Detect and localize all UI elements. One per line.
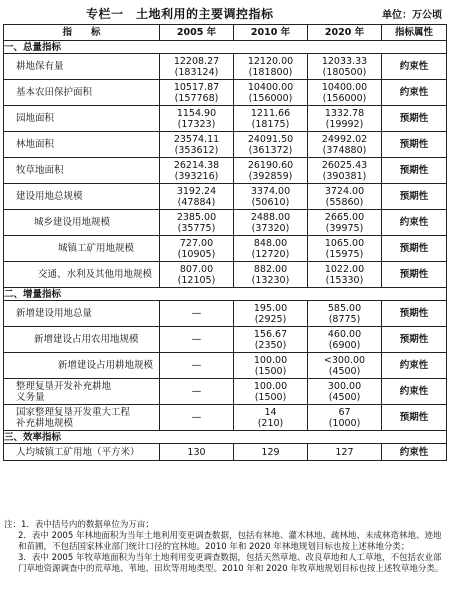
table-row — [4, 301, 447, 327]
row-name: 人均城镇工矿用地（平方米） — [4, 444, 160, 461]
table-row — [4, 158, 447, 184]
cell-attribute: 约束性 — [382, 54, 447, 80]
cell-attribute: 预期性 — [382, 262, 447, 288]
cell-2005: — — [160, 379, 234, 405]
cell-2005: — — [160, 405, 234, 431]
cell-attribute: 预期性 — [382, 405, 447, 431]
table-row — [4, 80, 447, 106]
title-row — [0, 4, 450, 22]
section-row — [4, 288, 447, 301]
col-header-2020: 2020 年 — [308, 25, 382, 41]
header-row — [4, 25, 447, 41]
cell-2020: <300.00 (4500) — [308, 353, 382, 379]
cell-2005: 10517.87 (157768) — [160, 80, 234, 106]
indicator-table — [3, 24, 447, 461]
cell-attribute: 约束性 — [382, 80, 447, 106]
row-name: 新增建设用地总量 — [4, 301, 160, 327]
row-name: 园地面积 — [4, 106, 160, 132]
cell-2020: 24992.02 (374880) — [308, 132, 382, 158]
table-row — [4, 444, 447, 461]
cell-2005: 26214.38 (393216) — [160, 158, 234, 184]
table-row — [4, 262, 447, 288]
table-row — [4, 132, 447, 158]
cell-attribute: 预期性 — [382, 327, 447, 353]
cell-2005: — — [160, 301, 234, 327]
cell-2010: 24091.50 (361372) — [234, 132, 308, 158]
cell-2005: 12208.27 (183124) — [160, 54, 234, 80]
cell-2010: 100.00 (1500) — [234, 379, 308, 405]
row-name: 林地面积 — [4, 132, 160, 158]
cell-2020: 300.00 (4500) — [308, 379, 382, 405]
cell-2020: 10400.00 (156000) — [308, 80, 382, 106]
table-row — [4, 405, 447, 431]
cell-2020: 1332.78 (19992) — [308, 106, 382, 132]
cell-attribute: 预期性 — [382, 236, 447, 262]
cell-2005: 727.00 (10905) — [160, 236, 234, 262]
cell-2010: 2488.00 (37320) — [234, 210, 308, 236]
section-row — [4, 431, 447, 444]
table-row — [4, 353, 447, 379]
cell-2005: 23574.11 (353612) — [160, 132, 234, 158]
cell-attribute: 约束性 — [382, 379, 447, 405]
row-name: 耕地保有量 — [4, 54, 160, 80]
section-title: 二、增量指标 — [4, 288, 447, 301]
cell-2020: 1065.00 (15975) — [308, 236, 382, 262]
cell-attribute: 预期性 — [382, 106, 447, 132]
table-row — [4, 379, 447, 405]
cell-2020: 585.00 (8775) — [308, 301, 382, 327]
col-header-2005: 2005 年 — [160, 25, 234, 41]
col-header-2010: 2010 年 — [234, 25, 308, 41]
cell-2005: 130 — [160, 444, 234, 461]
note-3: 3．表中 2005 年牧草地面积为当年土地利用变更调查数据，包括天然草地、改良草地和人工草地，不包括农业部门草地资源调查中的荒草地、苇地、田坎等用地类型。2010 年和 2020 年牧草地规划目标也按上述牧草地分类。 — [18, 553, 444, 574]
cell-2010: 12120.00 (181800) — [234, 54, 308, 80]
table-title: 专栏一 土地利用的主要调控指标 — [86, 7, 274, 21]
cell-2020: 2665.00 (39975) — [308, 210, 382, 236]
notes-block — [4, 520, 444, 575]
note-2: 2．表中 2005 年林地面积为当年土地利用变更调查数据，包括有林地、灌木林地、疏林地、未成林造林地、迹地和苗圃，不包括国家林业部门统计口径的宜林地。2010 年和 2020 年林地规划目标也按上述林地分类； — [18, 531, 442, 552]
cell-attribute: 约束性 — [382, 353, 447, 379]
cell-2020: 1022.00 (15330) — [308, 262, 382, 288]
row-name: 城乡建设用地规模 — [4, 210, 160, 236]
table-row — [4, 236, 447, 262]
table-row — [4, 327, 447, 353]
row-name: 基本农田保护面积 — [4, 80, 160, 106]
row-name: 国家整理复垦开发重大工程 补充耕地规模 — [4, 405, 160, 431]
cell-2010: 3374.00 (50610) — [234, 184, 308, 210]
row-name: 新增建设占用耕地规模 — [4, 353, 160, 379]
unit-label: 单位：万公顷 — [382, 10, 442, 21]
cell-2010: 882.00 (13230) — [234, 262, 308, 288]
cell-2010: 195.00 (2925) — [234, 301, 308, 327]
col-header-indicator: 指 标 — [4, 25, 160, 41]
cell-2005: 3192.24 (47884) — [160, 184, 234, 210]
section-row — [4, 41, 447, 54]
cell-2005: — — [160, 327, 234, 353]
cell-2020: 127 — [308, 444, 382, 461]
table-row — [4, 184, 447, 210]
cell-2005: 807.00 (12105) — [160, 262, 234, 288]
cell-2010: 10400.00 (156000) — [234, 80, 308, 106]
row-name: 城镇工矿用地规模 — [4, 236, 160, 262]
col-header-attribute: 指标属性 — [382, 25, 447, 41]
cell-2005: 1154.90 (17323) — [160, 106, 234, 132]
row-name: 建设用地总规模 — [4, 184, 160, 210]
cell-2010: 156.67 (2350) — [234, 327, 308, 353]
cell-2020: 67 (1000) — [308, 405, 382, 431]
cell-attribute: 预期性 — [382, 158, 447, 184]
cell-2020: 460.00 (6900) — [308, 327, 382, 353]
table-row — [4, 210, 447, 236]
cell-2020: 26025.43 (390381) — [308, 158, 382, 184]
table-row — [4, 54, 447, 80]
row-name: 新增建设占用农用地规模 — [4, 327, 160, 353]
cell-2010: 129 — [234, 444, 308, 461]
cell-attribute: 预期性 — [382, 184, 447, 210]
cell-2005: 2385.00 (35775) — [160, 210, 234, 236]
cell-2010: 26190.60 (392859) — [234, 158, 308, 184]
cell-attribute: 预期性 — [382, 301, 447, 327]
row-name: 整理复垦开发补充耕地 义务量 — [4, 379, 160, 405]
cell-attribute: 约束性 — [382, 210, 447, 236]
section-title: 一、总量指标 — [4, 41, 447, 54]
cell-2020: 3724.00 (55860) — [308, 184, 382, 210]
row-name: 牧草地面积 — [4, 158, 160, 184]
note-1: 注：1．表中括号内的数据单位为万亩； — [4, 520, 154, 530]
cell-2020: 12033.33 (180500) — [308, 54, 382, 80]
table-row — [4, 106, 447, 132]
cell-2010: 100.00 (1500) — [234, 353, 308, 379]
section-title: 三、效率指标 — [4, 431, 447, 444]
row-name: 交通、水利及其他用地规模 — [4, 262, 160, 288]
cell-2005: — — [160, 353, 234, 379]
cell-2010: 848.00 (12720) — [234, 236, 308, 262]
cell-attribute: 约束性 — [382, 444, 447, 461]
cell-2010: 1211.66 (18175) — [234, 106, 308, 132]
cell-2010: 14 (210) — [234, 405, 308, 431]
cell-attribute: 预期性 — [382, 132, 447, 158]
